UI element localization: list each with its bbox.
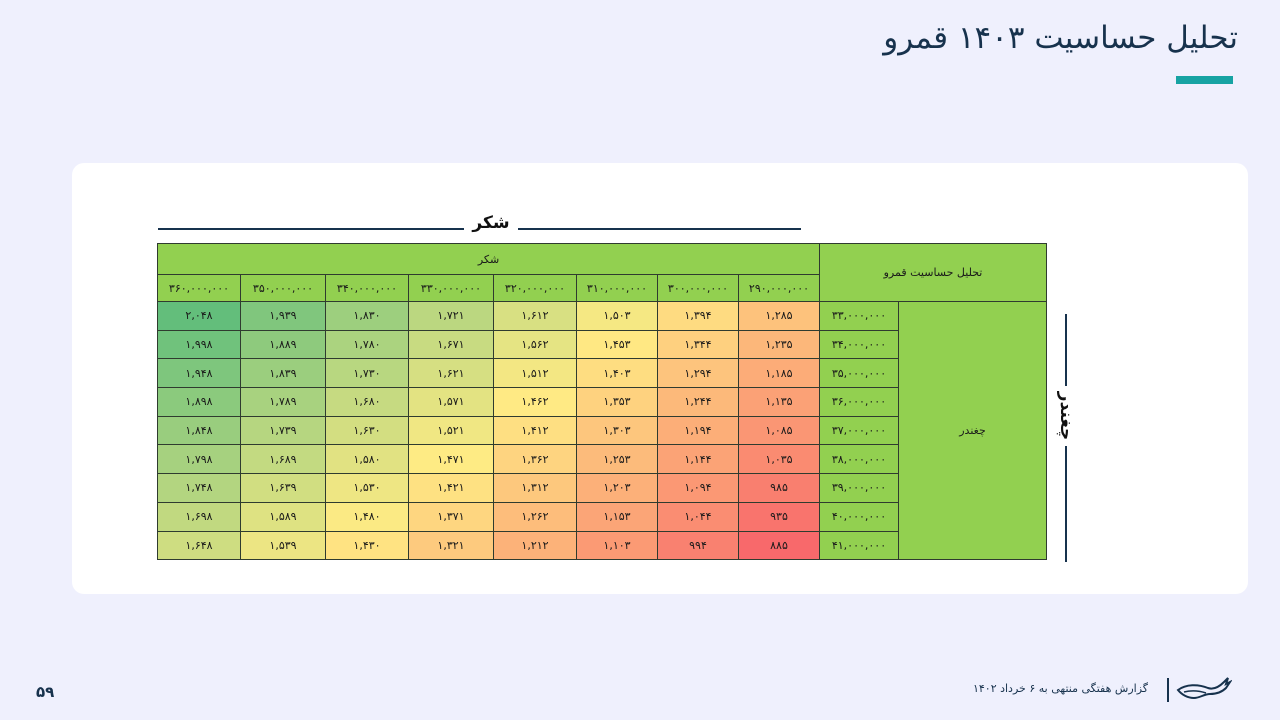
table-cell: ۱,۸۸۹ [241,330,326,359]
table-cell: ۱,۸۴۸ [158,416,241,445]
table-cell: ۱,۴۲۱ [409,474,494,503]
column-header-cell: ۳۱۰,۰۰۰,۰۰۰ [577,275,658,302]
table-cell: ۱,۷۹۸ [158,445,241,474]
row-header-cell: ۳۴,۰۰۰,۰۰۰ [820,330,899,359]
table-cell: ۱,۷۲۱ [409,302,494,331]
table-cell: ۱,۶۱۲ [494,302,577,331]
table-cell: ۹۳۵ [739,502,820,531]
column-header-cell: ۳۴۰,۰۰۰,۰۰۰ [326,275,409,302]
footer-separator [1167,678,1169,702]
row-header-cell: ۳۹,۰۰۰,۰۰۰ [820,474,899,503]
page-title: تحلیل حساسیت ۱۴۰۳ قمرو [883,20,1238,56]
column-header-cell: ۳۳۰,۰۰۰,۰۰۰ [409,275,494,302]
table-cell: ۱,۱۴۴ [658,445,739,474]
page-number: ۵۹ [36,683,55,701]
top-axis-line-right [518,228,801,230]
table-cell: ۱,۶۳۹ [241,474,326,503]
table-cell: ۱,۲۵۳ [577,445,658,474]
table-cell: ۱,۶۳۰ [326,416,409,445]
table-cell: ۱,۳۹۴ [658,302,739,331]
table-cell: ۱,۸۳۹ [241,359,326,388]
row-header-cell: ۳۵,۰۰۰,۰۰۰ [820,359,899,388]
column-header-cell: ۳۰۰,۰۰۰,۰۰۰ [658,275,739,302]
table-cell: ۱,۰۹۴ [658,474,739,503]
row-header-cell: ۴۰,۰۰۰,۰۰۰ [820,502,899,531]
table-cell: ۱,۵۳۹ [241,531,326,560]
table-cell: ۲,۰۴۸ [158,302,241,331]
table-cell: ۱,۳۷۱ [409,502,494,531]
side-axis-line-upper [1065,314,1067,386]
table-cell: ۱,۷۸۹ [241,388,326,417]
table-cell: ۱,۷۴۸ [158,474,241,503]
table-cell: ۱,۰۴۴ [658,502,739,531]
table-cell: ۱,۵۸۰ [326,445,409,474]
table-cell: ۱,۸۳۰ [326,302,409,331]
row-header-cell: ۳۳,۰۰۰,۰۰۰ [820,302,899,331]
table-cell: ۱,۹۹۸ [158,330,241,359]
table-cell: ۱,۳۶۲ [494,445,577,474]
table-cell: ۱,۱۰۳ [577,531,658,560]
table-cell: ۱,۷۳۹ [241,416,326,445]
table-cell: ۱,۵۷۱ [409,388,494,417]
table-cell: ۱,۴۱۲ [494,416,577,445]
table-cell: ۱,۶۷۱ [409,330,494,359]
row-header-cell: ۳۷,۰۰۰,۰۰۰ [820,416,899,445]
table-cell: ۱,۵۱۲ [494,359,577,388]
table-cell: ۱,۷۳۰ [326,359,409,388]
table-cell: ۱,۶۹۸ [158,502,241,531]
table-cell: ۱,۶۸۰ [326,388,409,417]
table-cell: ۱,۴۸۰ [326,502,409,531]
table-title-cell: شکر [158,244,820,275]
table-cell: ۱,۵۸۹ [241,502,326,531]
table-cell: ۱,۰۳۵ [739,445,820,474]
table-cell: ۱,۲۴۴ [658,388,739,417]
column-header-cell: ۳۶۰,۰۰۰,۰۰۰ [158,275,241,302]
table-cell: ۸۸۵ [739,531,820,560]
table-cell: ۱,۶۴۸ [158,531,241,560]
side-axis-line-lower [1065,446,1067,562]
table-cell: ۱,۱۵۳ [577,502,658,531]
top-axis-label: شکر [472,213,510,233]
table-cell: ۱,۳۰۳ [577,416,658,445]
table-cell: ۱,۵۶۲ [494,330,577,359]
table-cell: ۱,۲۳۵ [739,330,820,359]
deer-logo-icon [1176,676,1232,702]
column-header-cell: ۳۵۰,۰۰۰,۰۰۰ [241,275,326,302]
row-header-cell: ۳۸,۰۰۰,۰۰۰ [820,445,899,474]
table-cell: ۱,۳۵۳ [577,388,658,417]
table-cell: ۱,۱۳۵ [739,388,820,417]
table-cell: ۱,۲۹۴ [658,359,739,388]
table-cell: ۱,۴۳۰ [326,531,409,560]
table-cell: ۱,۲۰۳ [577,474,658,503]
table-cell: ۱,۹۳۹ [241,302,326,331]
table-cell: ۱,۶۸۹ [241,445,326,474]
table-cell: ۱,۲۱۲ [494,531,577,560]
row-group-label-cell: چغندر [899,302,1047,560]
table-cell: ۱,۲۶۲ [494,502,577,531]
sensitivity-table [157,243,1047,560]
table-cell: ۱,۱۸۵ [739,359,820,388]
column-header-cell: ۳۲۰,۰۰۰,۰۰۰ [494,275,577,302]
top-axis-line-left [158,228,464,230]
table-cell: ۱,۰۸۵ [739,416,820,445]
table-cell: ۱,۴۷۱ [409,445,494,474]
table-cell: ۱,۴۵۳ [577,330,658,359]
table-cell: ۱,۵۰۳ [577,302,658,331]
title-accent-bar [1176,76,1233,84]
corner-label-cell: تحلیل حساسیت قمرو [820,244,1047,302]
table-cell: ۱,۷۸۰ [326,330,409,359]
table-cell: ۱,۴۶۲ [494,388,577,417]
row-header-cell: ۳۶,۰۰۰,۰۰۰ [820,388,899,417]
table-cell: ۱,۹۴۸ [158,359,241,388]
table-cell: ۹۸۵ [739,474,820,503]
table-cell: ۱,۴۰۳ [577,359,658,388]
table-cell: ۱,۶۲۱ [409,359,494,388]
side-axis-label: چغندر [1056,391,1076,441]
table-cell: ۱,۳۴۴ [658,330,739,359]
table-cell: ۱,۳۲۱ [409,531,494,560]
table-cell: ۱,۵۳۰ [326,474,409,503]
table-cell: ۱,۵۲۱ [409,416,494,445]
row-header-cell: ۴۱,۰۰۰,۰۰۰ [820,531,899,560]
table-cell: ۱,۳۱۲ [494,474,577,503]
table-header-row [158,244,1047,275]
footer-report-text: گزارش هفتگی منتهی به ۶ خرداد ۱۴۰۲ [972,682,1148,695]
table-cell: ۱,۱۹۴ [658,416,739,445]
table-cell: ۱,۸۹۸ [158,388,241,417]
table-row [158,302,1047,331]
table-cell: ۱,۲۸۵ [739,302,820,331]
table-cell: ۹۹۴ [658,531,739,560]
column-header-cell: ۲۹۰,۰۰۰,۰۰۰ [739,275,820,302]
